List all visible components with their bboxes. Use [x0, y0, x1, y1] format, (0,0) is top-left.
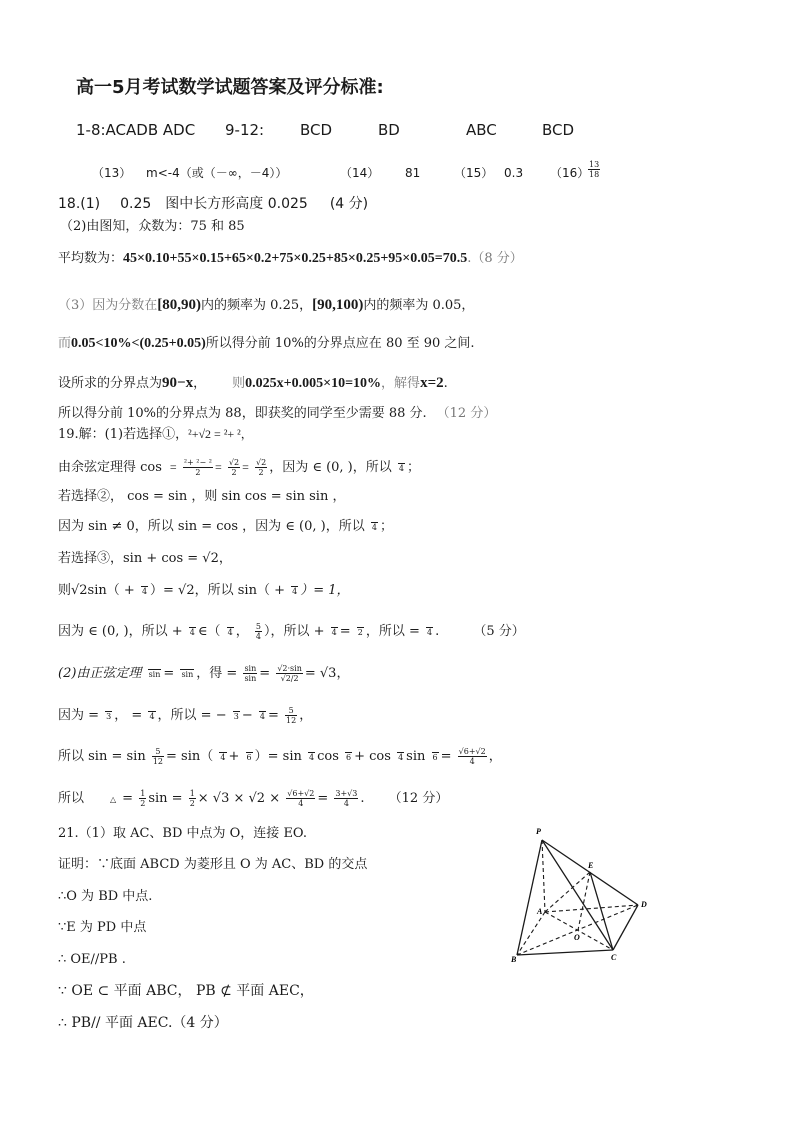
q18-line5: 而0.05<10%<(0.25+0.05)所以得分前 10%的分界点应在 80 至 90 之间. — [58, 336, 475, 351]
pyramid-figure — [500, 820, 660, 965]
q19-line11: 所以 △ = $\frac{1}{2}$ sin = $\frac{1}{2}$ × √3 × √2 × $\frac{√6+√2}{4}$ = $\frac{3+√3}{4}$ . （12 分） — [58, 789, 449, 808]
q19-line2: 由余弦定理得 cos = $\frac{\text{²+ ²− ²}}{2}$ = $\frac{√2}{2}$ = $\frac{√2}{2}$ ，因为 ∈ (0, )，所以 4 ； — [58, 458, 421, 477]
q19-line10: 所以 sin = sin $\frac{5}{12}$ = sin（ 4 + 6 ）= sin 4 cos 6 + cos 4 sin 6 = $\frac{√6+√2}{4}$ ， — [58, 747, 502, 766]
q19-line7: 因为 ∈ (0, )，所以 + 4 ∈（ 4 ， $\frac{5}{4}$ ），所以 + 4 = 2 ，所以 = 4 . （5 分） — [58, 622, 525, 641]
answers-1-8: 1-8:ACADB ADC — [76, 121, 196, 139]
q19-line5: 若选择③，sin + cos = √2， — [58, 551, 232, 566]
answer-q9: BCD — [300, 121, 333, 139]
q21-line2: 证明：∵底面 ABCD 为菱形且 O 为 AC、BD 的交点 — [58, 857, 368, 872]
edge-pb — [517, 840, 542, 955]
label-b: B — [511, 955, 517, 964]
edge-eo — [578, 872, 590, 930]
label-a: A — [537, 907, 543, 916]
q18-line3: 平均数为：45×0.10+55×0.15+65×0.2+75×0.25+85×0.25+95×0.05=70.5.（8 分） — [58, 251, 523, 266]
q19-line9: 因为 = 3 ， = 4 ，所以 = − 3 − 4 = $\frac{5}{12}$ ， — [58, 706, 313, 725]
q13-answer: m<-4（或（－∞，－4）） — [146, 166, 288, 180]
q15-number: （15） — [454, 166, 494, 180]
q21-line7: ∴ PB// 平面 AEC.（4 分） — [58, 1015, 228, 1031]
label-d: D — [641, 900, 647, 909]
q19-line3: 若选择②， cos = sin ，则 sin cos = sin sin ， — [58, 489, 346, 504]
q16-answer: $\frac{13}{18}$ — [589, 160, 600, 179]
q21-line4: ∵E 为 PD 中点 — [58, 920, 147, 935]
page-title: 高一5月考试数学试题答案及评分标准: — [76, 77, 384, 98]
answer-q11: ABC — [466, 121, 497, 139]
edge-ce — [590, 872, 613, 950]
q14-answer: 81 — [405, 166, 421, 180]
q18-line7: 所以得分前 10%的分界点为 88，即获奖的同学至少需要 88 分. （12 分） — [58, 406, 497, 421]
edge-cd — [613, 905, 638, 950]
q18-line4: （3）因为分数在[80,90)内的频率为 0.25，[90,100)内的频率为 0.05， — [58, 297, 475, 313]
q21-line1: 21.（1）取 AC、BD 中点为 O，连接 EO. — [58, 826, 307, 841]
answer-q10: BD — [378, 121, 400, 139]
answer-q12: BCD — [542, 121, 575, 139]
answers-9-12-label: 9-12: — [225, 121, 265, 139]
label-o: O — [574, 933, 580, 942]
q19-line1: 19.解：(1)若选择①，²+√2 = ²+ ²， — [58, 427, 253, 442]
q16-number: （16） — [550, 166, 590, 180]
edge-bc — [517, 950, 613, 955]
q21-line5: ∴ OE//PB . — [58, 952, 126, 967]
q21-line3: ∴O 为 BD 中点. — [58, 889, 153, 904]
q13-number: （13） — [92, 166, 132, 180]
edge-bd — [517, 905, 638, 955]
q19-line4: 因为 sin ≠ 0，所以 sin = cos ，因为 ∈ (0, )，所以 4 ； — [58, 519, 393, 534]
edge-pa — [542, 840, 545, 912]
q19-line6: 则√2sin（ + 4 ）= √2，所以 sin（ + 4 ）= 1， — [58, 583, 350, 598]
q14-number: （14） — [340, 166, 380, 180]
q19-line8: (2)由正弦定理 sin = sin ，得 = $\frac{\sin}{\sin}$ = $\frac{√2\cdot\sin}{√2/2}$ = √3， — [58, 664, 350, 683]
edge-ae — [545, 872, 590, 912]
q21-line6: ∵ OE ⊂ 平面 ABC， PB ⊄ 平面 AEC， — [58, 983, 314, 999]
label-c: C — [611, 953, 617, 962]
q18-line6: 设所求的分界点为90−x， 则0.025x+0.005×10=10%，解得x=2. — [58, 375, 448, 391]
q18-line2: （2)由图知，众数为：75 和 85 — [60, 219, 245, 234]
label-p: P — [536, 827, 541, 836]
q18-line1: 18.(1) 0.25 图中长方形高度 0.025 (4 分) — [58, 196, 369, 212]
q15-answer: 0.3 — [504, 166, 524, 180]
label-e: E — [588, 861, 594, 870]
